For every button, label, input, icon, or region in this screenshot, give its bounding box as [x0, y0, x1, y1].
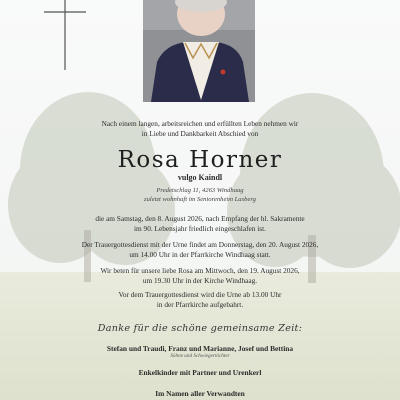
intro-text: Nach einem langen, arbeitsreichen und erfüllten Leben nehmen wir in Liebe und Dankbarkeit Abschied von [101, 119, 299, 138]
urn-display-notice: Vor dem Trauergottesdienst wird die Urne ab 13.00 Uhr in der Pfarrkirche aufgebahrt. [118, 290, 282, 309]
nickname: vulgo Kaindl [177, 173, 223, 182]
portrait-photo [143, 0, 255, 102]
death-notice: die am Samstag, den 8. August 2026, nach Empfang der hl. Sakramente im 90. Lebensjahr friedlich eingeschlafen ist. [95, 214, 305, 233]
grandchildren: Enkelkinder mit Partner und Urenkerl [138, 368, 262, 377]
relatives: Im Namen aller Verwandten [155, 389, 245, 398]
address: Predetschlag 11, 4263 Windhaag [156, 187, 244, 194]
prayer-notice: Wir beten für unsere liebe Rosa am Mittwoch, den 19. August 2026, um 19.30 Uhr in der Kirche Windhaag. [100, 266, 300, 285]
deceased-name: Rosa Horner [117, 147, 283, 173]
last-residence: zuletzt wohnhaft im Seniorenheim Lasberg [144, 196, 256, 203]
family-names: Stefan und Traudi, Franz und Marianne, Josef und Bettina [106, 344, 294, 353]
family-role: Söhne und Schwiegertöchter [170, 353, 230, 359]
address-block [0, 186, 400, 204]
thanks-heading: Danke für die schöne gemeinsame Zeit: [97, 323, 303, 334]
funeral-service: Der Trauergottesdienst mit der Urne findet am Donnerstag, den 20. August 2026, um 14.00 Uhr in der Pfarrkirche Windhaag statt. [81, 240, 319, 259]
